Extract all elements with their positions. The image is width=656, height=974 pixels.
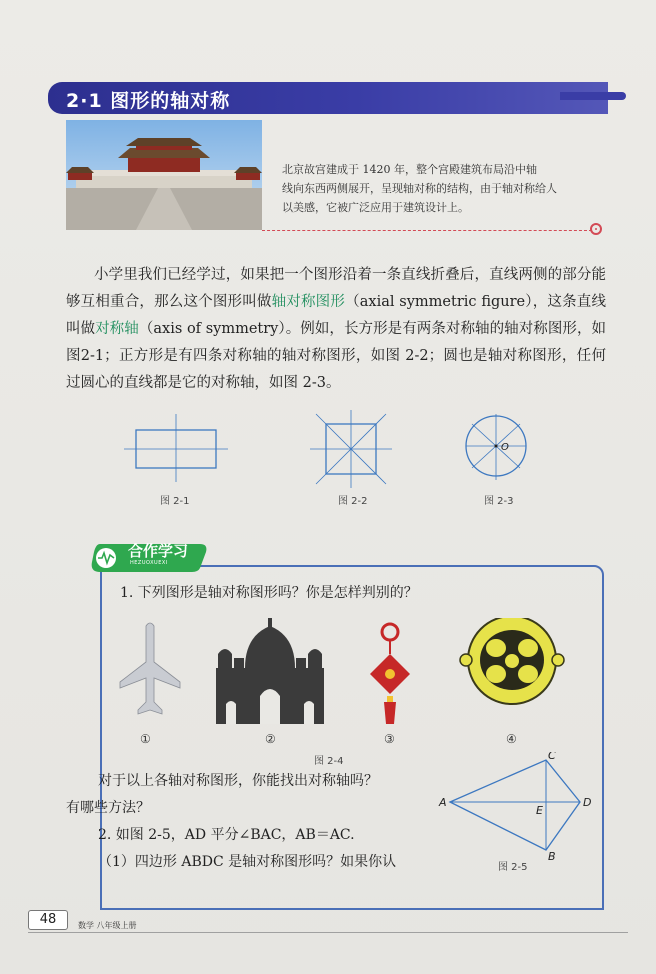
paper-cut-icon xyxy=(460,618,564,704)
figure-label-4: ④ xyxy=(506,732,517,746)
fig-2-1-label: 图 2-1 xyxy=(160,496,190,507)
kite-label-c: C xyxy=(548,752,556,762)
coop-learning-title: 合作学习 xyxy=(128,542,189,560)
kite-label-a: A xyxy=(439,796,447,809)
section-header-tail xyxy=(560,92,626,100)
figure-2-4 xyxy=(100,618,600,728)
para-text-1: 小学里我们已经学过，如果把一个图形沿着一条直线折叠后，直线两侧的部分能够互相重合，那么这个图形叫做 xyxy=(66,267,606,310)
circle-center-point xyxy=(495,445,498,448)
figure-2-5-kite xyxy=(436,752,592,862)
fig-2-4-label: 图 2-4 xyxy=(314,756,344,767)
page-number: 48 xyxy=(28,910,68,930)
fig-2-2-label: 图 2-2 xyxy=(338,496,368,507)
photo-caption xyxy=(282,160,592,217)
term-axis-of-symmetry: 对称轴 xyxy=(95,321,139,337)
fig-2-3-label: 图 2-3 xyxy=(484,496,514,507)
caption-divider xyxy=(262,230,592,231)
kite-label-e: E xyxy=(536,804,543,817)
term-axial-symmetric-figure: 轴对称图形 xyxy=(271,294,346,310)
forbidden-city-photo xyxy=(66,120,262,230)
circle-center-label: O xyxy=(501,442,509,453)
question-1: 1. 下列图形是轴对称图形吗？你是怎样判别的？ xyxy=(120,585,418,601)
airplane-icon xyxy=(120,623,180,714)
kite-label-d: D xyxy=(583,796,592,809)
footer-book-title: 数学 八年级上册 xyxy=(78,921,137,930)
fig-2-5-label: 图 2-5 xyxy=(498,862,528,873)
figure-label-1: ① xyxy=(140,732,151,746)
figures-2-1-to-2-3 xyxy=(120,410,540,500)
para-text-2: （axial symmetric figure），这条直线叫做 xyxy=(66,294,606,337)
footer-rule xyxy=(28,932,628,933)
definition-paragraph xyxy=(66,262,606,397)
caption-line-1: 北京故宫建成于 1420 年，整个宫殿建筑布局沿中轴 xyxy=(282,163,537,176)
divider-dot xyxy=(590,223,602,235)
mosque-silhouette-icon xyxy=(216,618,324,724)
body-line-2: 有哪些方法？ xyxy=(66,800,150,816)
coop-learning-pinyin: HEZUOXUEXI xyxy=(130,560,168,566)
chinese-knot-icon xyxy=(370,624,410,724)
body-line-3: 2. 如图 2-5，AD 平分∠BAC，AB＝AC. xyxy=(98,827,355,843)
para-text-3: （axis of symmetry）。例如，长方形是有两条对称轴的轴对称图形，如图2-1；正方形是有四条对称轴的轴对称图形，如图 2-2；圆也是轴对称图形，任何过圆心的直线都是它的对称轴，如图 2-3。 xyxy=(66,321,606,391)
body-line-1: 对于以上各轴对称图形，你能找出对称轴吗？ xyxy=(98,773,378,789)
kite-label-b: B xyxy=(548,850,556,862)
caption-line-3: 以美感，它被广泛应用于建筑设计上。 xyxy=(282,201,469,214)
figure-label-3: ③ xyxy=(384,732,395,746)
caption-line-2: 线向东西两侧展开，呈现轴对称的结构，由于轴对称给人 xyxy=(282,182,557,195)
section-title: 2·1 图形的轴对称 xyxy=(66,90,231,112)
body-line-4: （1）四边形 ABDC 是轴对称图形吗？如果你认 xyxy=(98,854,397,870)
figure-label-2: ② xyxy=(265,732,276,746)
kite-outline xyxy=(450,760,580,850)
